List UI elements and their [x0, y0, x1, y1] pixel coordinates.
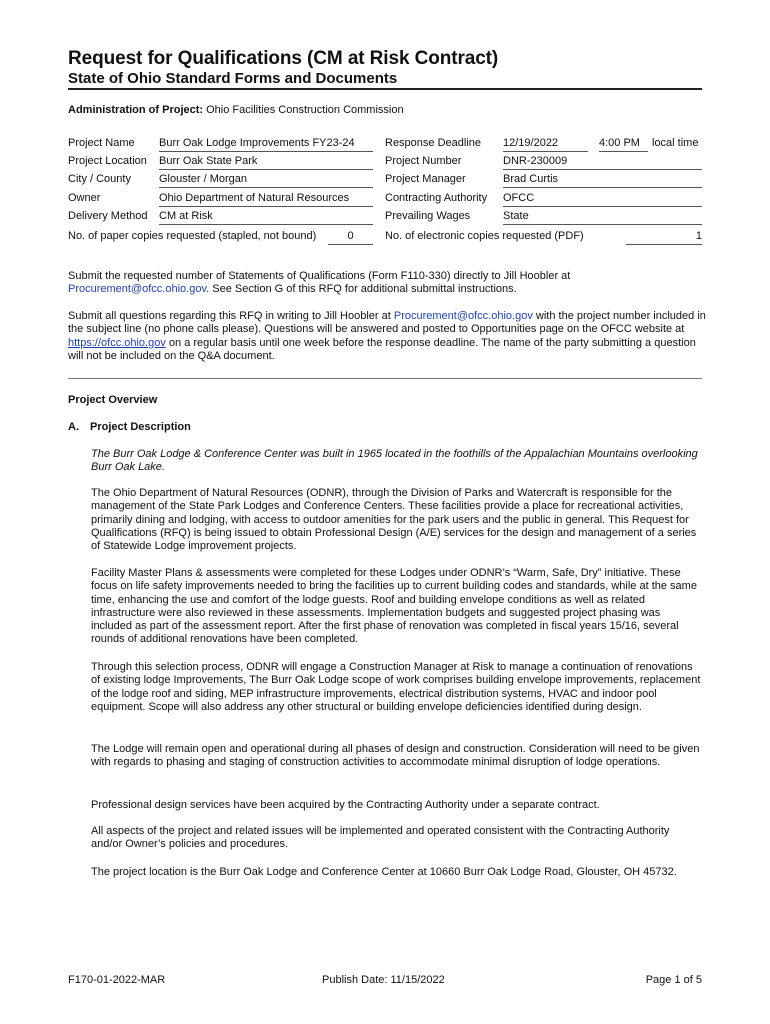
document-title: Request for Qualifications (CM at Risk Contract) — [68, 48, 499, 69]
description-paragraph-7: All aspects of the project and related issues will be implemented and operated consistent with the Contracting Authority and/or Owner’s policies and procedures. — [91, 825, 670, 851]
questions-text-b: with the project number included in the subject line (no phone calls please). Questions will be answered and posted to Opportunities page on the OFCC website at — [68, 310, 706, 336]
project-manager-value: Brad Curtis — [503, 173, 702, 188]
response-deadline-label: Response Deadline — [385, 137, 482, 149]
project-overview-heading: Project Overview — [68, 394, 158, 406]
submission-paragraph — [68, 270, 708, 297]
description-paragraph-1: The Burr Oak Lodge & Conference Center was built in 1965 located in the foothills of the Appalachian Mountains overlooking Burr Oak Lake. — [91, 448, 698, 474]
response-deadline-time: 4:00 PM — [599, 137, 648, 152]
admin-value: Ohio Facilities Construction Commission — [206, 104, 404, 116]
project-location-value: Burr Oak State Park — [159, 155, 373, 170]
description-paragraph-5: The Lodge will remain open and operational during all phases of design and construction. Consideration will need to be given with regards to phasing and staging of construction activities to accommodate minimal disruption of lodge operations. — [91, 743, 700, 769]
delivery-method-value: CM at Risk — [159, 210, 373, 225]
project-name-label: Project Name — [68, 137, 135, 149]
description-paragraph-8: The project location is the Burr Oak Lodge and Conference Center at 10660 Burr Oak Lodge Road, Glouster, OH 45732. — [91, 866, 677, 878]
questions-email-link[interactable]: Procurement@ofcc.ohio.gov — [393, 310, 533, 322]
description-paragraph-3: Facility Master Plans & assessments were completed for these Lodges under ODNR’s “Warm, Safe, Dry” initiative. These focus on life safety improvements needed to bring the facilities up to current building codes and standards, while at the same time, enhancing the use and comfort of the lodge guests. Roof and building envelope conditions as well as related infrastructure were also reviewed in these assessments. Implementation budgets and suggested project phasing was included as part of the assessment report. After the first phase of renovation was completed in fiscal years 15/16, several rounds of additional renovations have been completed. — [91, 567, 697, 646]
project-manager-label: Project Manager — [385, 173, 466, 185]
submission-email-link[interactable]: Procurement@ofcc.ohio.gov — [68, 283, 207, 296]
contracting-authority-label: Contracting Authority — [385, 192, 488, 204]
section-a-title: Project Description — [90, 421, 191, 433]
description-paragraph-6: Professional design services have been acquired by the Contracting Authority under a separate contract. — [91, 799, 600, 811]
contracting-authority-value: OFCC — [503, 192, 702, 207]
admin-label: Administration of Project: — [68, 104, 204, 116]
submission-text-a: Submit the requested number of Statements of Qualifications (Form F110-330) directly to Jill Hoobler at — [68, 270, 571, 282]
project-location-label: Project Location — [68, 155, 147, 167]
prevailing-wages-label: Prevailing Wages — [385, 210, 471, 222]
description-paragraph-4: Through this selection process, ODNR will engage a Construction Manager at Risk to manage a continuation of renovations of existing lodge Improvements, The Burr Oak Lodge scope of work comprises building envelope improvements, replacement of the lodge roof and siding, MEP infrastructure improvements, electrical distribution systems, HVAC and indoor pool equipment. Scope will also address any other structural or building envelope deficiencies identified during design. — [91, 661, 701, 713]
project-number-value: DNR-230009 — [503, 155, 702, 170]
section-a-letter: A. — [68, 421, 79, 433]
questions-text-c: on a regular basis until one week before the response deadline. The name of the party submitting a question will not be included on the Q&A document. — [68, 336, 696, 362]
questions-text-a: Submit all questions regarding this RFQ in writing to Jill Hoobler at — [68, 310, 394, 322]
paper-copies-value: 0 — [328, 230, 373, 245]
questions-paragraph — [68, 310, 708, 363]
section-a-heading — [68, 421, 191, 433]
city-county-value: Glouster / Morgan — [159, 173, 373, 188]
owner-label: Owner — [68, 192, 101, 204]
administration-line — [68, 104, 404, 116]
ofcc-website-link[interactable]: https://ofcc.ohio.gov — [68, 336, 166, 349]
description-paragraph-2: The Ohio Department of Natural Resources (ODNR), through the Division of Parks and Watercraft is responsible for the management of the State Park Lodges and Conference Centers. These facilities provide a place for recreational activities, primarily dining and lodging, with access to outdoor amenities for the park users and the public in general. This Request for Qualifications (RFQ) is being issued to obtain Professional Design (A/E) services for the design and management of a series of Statewide Lodge improvement projects. — [91, 487, 697, 553]
footer-page-number: Page 1 of 5 — [645, 974, 702, 986]
response-deadline-date: 12/19/2022 — [503, 137, 588, 152]
footer-publish-date: Publish Date: 11/15/2022 — [322, 974, 445, 986]
header-divider — [68, 88, 702, 90]
project-name-value: Burr Oak Lodge Improvements FY23-24 — [159, 137, 373, 152]
owner-value: Ohio Department of Natural Resources — [159, 192, 373, 207]
submission-text-b: . See Section G of this RFQ for additional submittal instructions. — [206, 283, 517, 296]
electronic-copies-label: No. of electronic copies requested (PDF) — [385, 230, 584, 242]
prevailing-wages-value: State — [503, 210, 702, 225]
electronic-copies-value: 1 — [626, 230, 702, 245]
document-subtitle: State of Ohio Standard Forms and Documents — [68, 70, 398, 87]
project-number-label: Project Number — [385, 155, 462, 167]
local-time-label: local time — [652, 137, 699, 149]
footer-form-number: F170-01-2022-MAR — [68, 974, 166, 986]
paper-copies-label: No. of paper copies requested (stapled, not bound) — [68, 230, 317, 242]
delivery-method-label: Delivery Method — [68, 210, 148, 222]
city-county-label: City / County — [68, 173, 131, 185]
section-divider — [68, 378, 702, 379]
